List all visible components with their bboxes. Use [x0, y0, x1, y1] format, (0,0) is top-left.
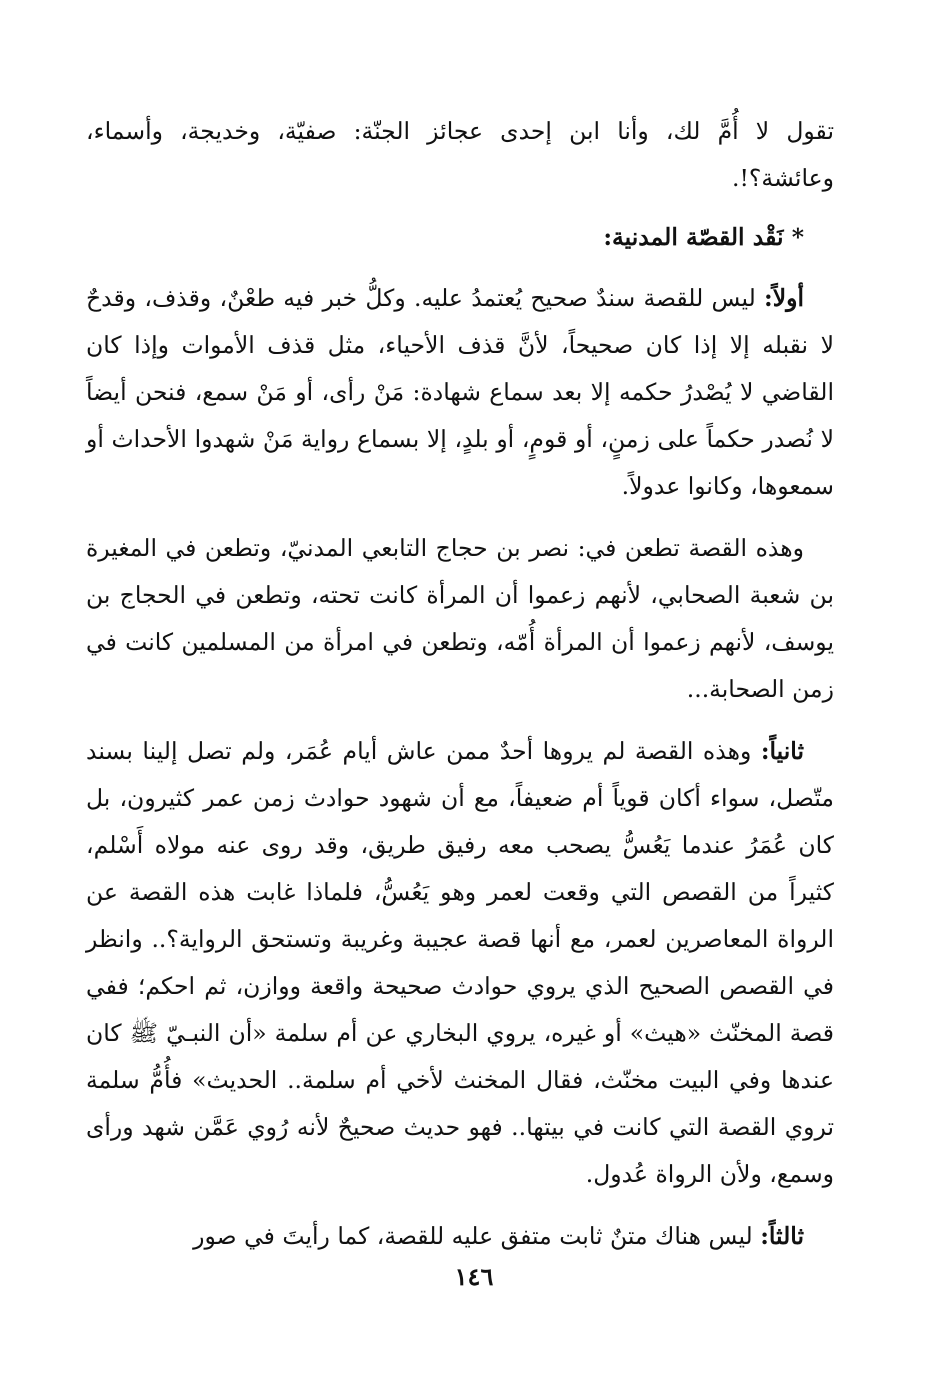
point-one-text: ليس للقصة سندٌ صحيح يُعتمدُ عليه. وكلُّ خبر فيه طعْنٌ، وقذف، وقدحٌ لا نقبله إلا إذا كان صحيحاً، لأنَّ قذف الأحياء، مثل قذف الأموات وإذا كان القاضي لا يُصْدرُ حكمه إلا بعد سماع شهادة: مَنْ رأى، أو مَنْ سمع، فنحن أيضاً لا نُصدر حكماً على زمنٍ، أو قومٍ، أو بلدٍ، إلا بسماع رواية مَنْ شهدوا الأحداث أو سمعوها، وكانوا عدولاً. — [86, 284, 834, 500]
point-one-paragraph — [86, 275, 834, 510]
page-body — [86, 108, 834, 1260]
section-heading: * نَقْد القصّة المدنية: — [603, 223, 804, 251]
point-two-text: وهذه القصة لم يروها أحدٌ ممن عاش أيام عُمَر، ولم تصل إلينا بسند متّصل، سواء أكان قوياً أم ضعيفاً، مع أن شهود حوادث زمن عمر كثيرون، بل كان عُمَرُ عندما يَعُسُّ يصحب معه رفيق طريق، وقد روى عنه مولاه أَسْلم، كثيراً من القصص التي وقعت لعمر وهو يَعُسُّ، فلماذا غابت هذه القصة عن الرواة المعاصرين لعمر، مع أنها قصة عجيبة وغريبة وتستحق الرواية؟.. وانظر في القصص الصحيح الذي يروي حوادث صحيحة واقعة ووازن، ثم احكم؛ ففي قصة المخنّث «هيث» أو غيره، يروي البخاري عن أم سلمة «أن النبـيّ ﷺ كان عندها وفي البيت مخنّث، فقال المخنث لأخي أم سلمة.. الحديث» فأُمُّ سلمة تروي القصة التي كانت في بيتها.. فهو حديث صحيحٌ لأنه رُوي عَمَّن شهد ورأى وسمع، ولأن الرواة عُدول. — [86, 737, 834, 1188]
intro-paragraph — [86, 108, 834, 202]
second-paragraph — [86, 525, 834, 713]
page-number: ١٤٦ — [454, 1262, 494, 1291]
point-one-lead: أولاً: — [764, 284, 804, 312]
point-three-lead: ثالثاً: — [760, 1222, 804, 1250]
point-three-text: ليس هناك متنٌ ثابت متفق عليه للقصة، كما رأيتَ في صور — [193, 1222, 761, 1250]
point-three-paragraph — [86, 1213, 834, 1260]
intro-text: تقول لا أُمَّ لك، وأنا ابن إحدى عجائز الجنّة: صفيّة، وخديجة، وأسماء، وعائشة؟!. — [86, 117, 834, 192]
point-two-paragraph — [86, 728, 834, 1198]
point-two-lead: ثانياً: — [760, 737, 804, 765]
second-paragraph-text: وهذه القصة تطعن في: نصر بن حجاج التابعي المدنيّ، وتطعن في المغيرة بن شعبة الصحابي، لأنهم زعموا أن المرأة كانت تحته، وتطعن في الحجاج بن يوسف، لأنهم زعموا أن المرأة أُمّه، وتطعن في امرأة من المسلمين كانت في زمن الصحابة... — [86, 534, 834, 703]
